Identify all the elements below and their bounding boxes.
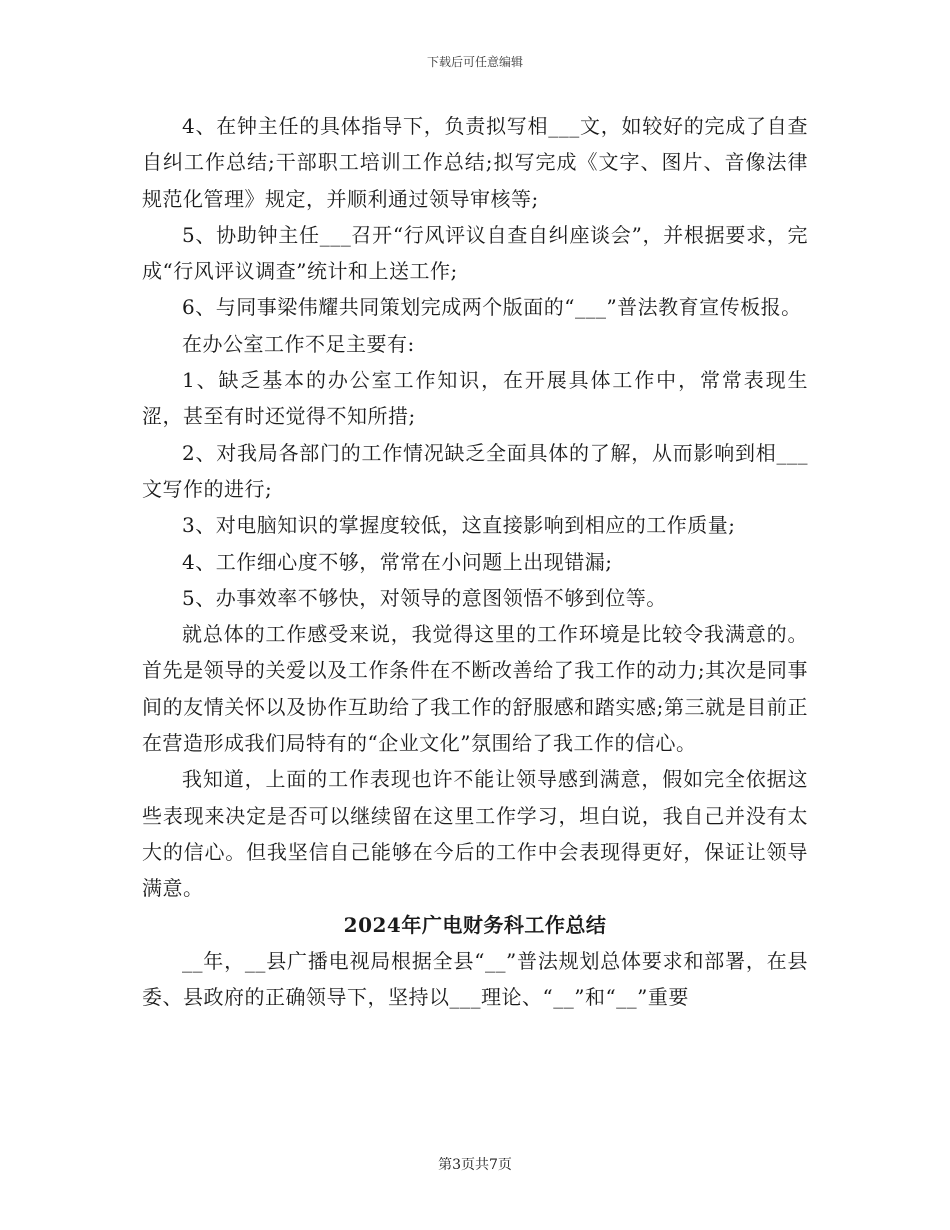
closing-paragraph: 我知道，上面的工作表现也许不能让领导感到满意，假如完全依据这些表现来决定是否可以继续留在这里工作学习，坦白说，我自己并没有太大的信心。但我坚信自己能够在今后的工作中会表现得更好，保证让领导满意。 [142, 767, 808, 901]
paragraph-item-4: 4、在钟主任的具体指导下，负责拟写相___文，如较好的完成了自查自纠工作总结;干部职工培训工作总结;拟写完成《文字、图片、音像法律规范化管理》规定，并顺利通过领导审核等; [142, 114, 808, 211]
shortcoming-3: 3、对电脑知识的掌握度较低，这直接影响到相应的工作质量; [182, 513, 736, 538]
shortcoming-5: 5、办事效率不够快，对领导的意图领悟不够到位等。 [182, 585, 667, 610]
page-number: 第3页共7页 [438, 1157, 512, 1173]
shortcoming-1: 1、缺乏基本的办公室工作知识，在开展具体工作中，常常表现生涩，甚至有时还觉得不知所措; [142, 368, 808, 429]
shortcoming-2: 2、对我局各部门的工作情况缺乏全面具体的了解，从而影响到相___文写作的进行; [142, 440, 808, 501]
shortcomings-intro: 在办公室工作不足主要有: [182, 331, 415, 356]
shortcoming-4: 4、工作细心度不够，常常在小问题上出现错漏; [182, 549, 613, 574]
section-intro-paragraph: __年，__县广播电视局根据全县“__”普法规划总体要求和部署，在县委、县政府的正确领导下，坚持以___理论、“__”和“__”重要 [142, 948, 808, 1010]
paragraph-item-5: 5、协助钟主任___召开“行风评议自查自纠座谈会”，并根据要求，完成“行风评议调查”统计和上送工作; [142, 222, 808, 284]
document-body [142, 108, 808, 1015]
overall-feeling-paragraph: 就总体的工作感受来说，我觉得这里的工作环境是比较令我满意的。首先是领导的关爱以及工作条件在不断改善给了我工作的动力;其次是同事间的友情关怀以及协作互助给了我工作的舒服感和踏实感;第三就是目前正在营造形成我们局特有的“企业文化”氛围给了我工作的信心。 [142, 622, 808, 756]
page-header: 下载后可任意编辑 [426, 55, 523, 69]
section-title: 2024年广电财务科工作总结 [343, 912, 607, 937]
paragraph-item-6: 6、与同事梁伟耀共同策划完成两个版面的“___”普法教育宣传板报。 [182, 295, 802, 320]
